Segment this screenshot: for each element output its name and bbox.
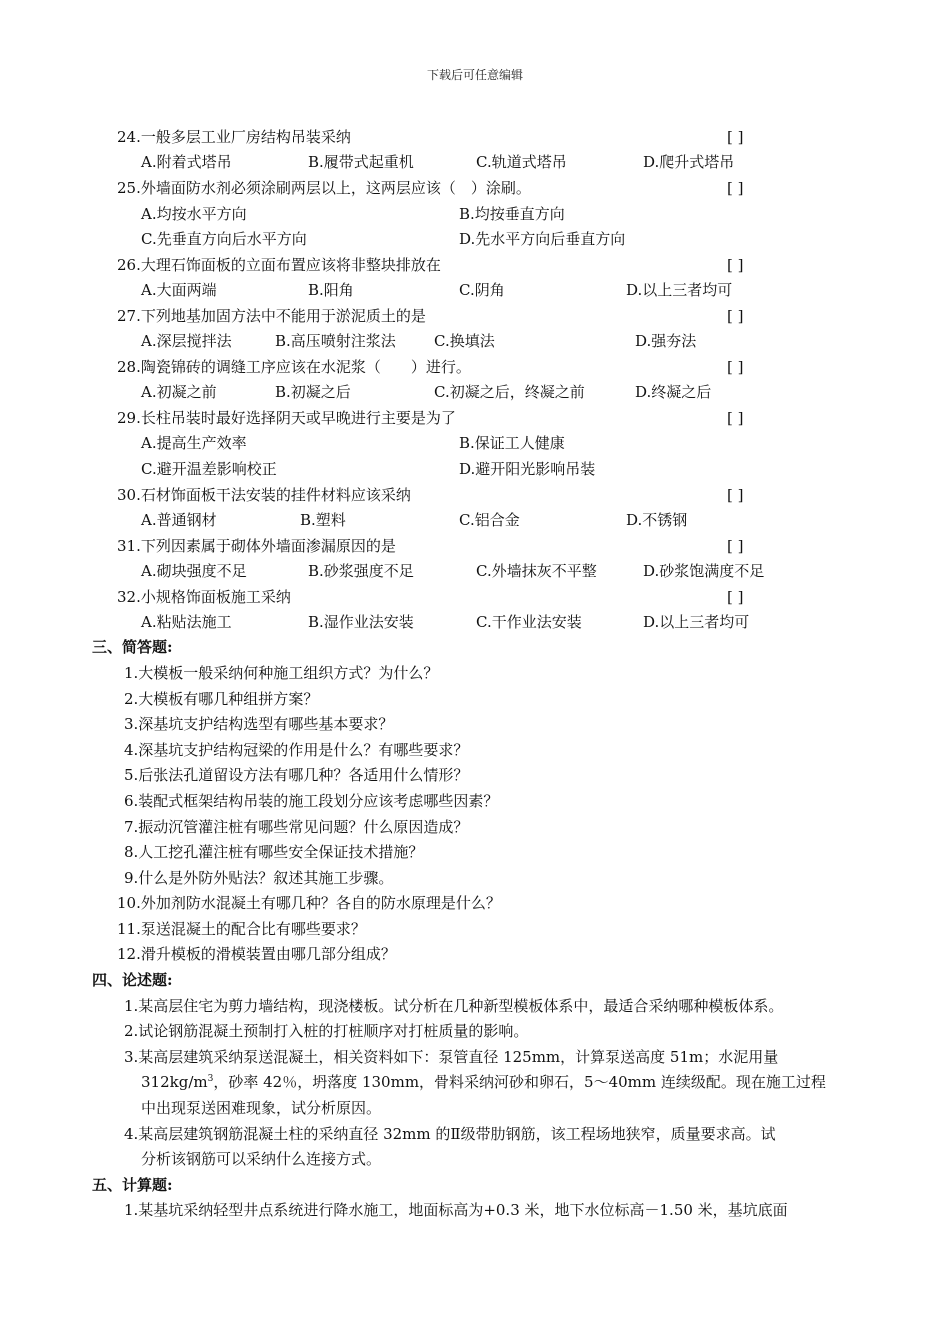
list-item-continuation: 分析该钢筋可以采纳什么连接方式。 [141, 1150, 382, 1168]
option: D.爬升式塔吊 [643, 153, 735, 171]
question-32: 32.小规格饰面板施工采纳 [117, 588, 291, 606]
answer-bracket: [ ] [727, 409, 744, 427]
question-25: 25.外墙面防水剂必须涂刷两层以上，这两层应该（ ）涂刷。 [117, 179, 531, 197]
option: D.终凝之后 [635, 383, 712, 401]
option: C.初凝之后，终凝之前 [434, 383, 585, 401]
list-item: 2.试论钢筋混凝土预制打入桩的打桩顺序对打桩质量的影响。 [124, 1022, 529, 1040]
option: C.轨道式塔吊 [476, 153, 567, 171]
question-29: 29.长柱吊装时最好选择阴天或早晚进行主要是为了 [117, 409, 456, 427]
option: B.初凝之后 [275, 383, 351, 401]
option: A.附着式塔吊 [141, 153, 232, 171]
option: D.避开阳光影响吊装 [459, 460, 596, 478]
option: A.深层搅拌法 [141, 332, 232, 350]
option: D.以上三者均可 [626, 281, 733, 299]
list-item: 9.什么是外防外贴法？叙述其施工步骤。 [124, 869, 394, 887]
option: A.提高生产效率 [141, 434, 247, 452]
option: D.先水平方向后垂直方向 [459, 230, 626, 248]
list-item-continuation: 中出现泵送困难现象，试分析原因。 [141, 1099, 382, 1117]
question-30: 30.石材饰面板干法安装的挂件材料应该采纳 [117, 486, 411, 504]
list-item: 7.振动沉管灌注桩有哪些常见问题？什么原因造成？ [124, 818, 469, 836]
option: C.先垂直方向后水平方向 [141, 230, 307, 248]
list-item: 3.某高层建筑采纳泵送混凝土，相关资料如下：泵管直径 125mm，计算泵送高度 51m；水泥用量 [124, 1048, 779, 1066]
list-item: 5.后张法孔道留设方法有哪几种？各适用什么情形？ [124, 766, 469, 784]
option: D.砂浆饱满度不足 [643, 562, 765, 580]
answer-bracket: [ ] [727, 256, 744, 274]
question-28: 28.陶瓷锦砖的调缝工序应该在水泥浆（ ）进行。 [117, 358, 471, 376]
section-title-short-answer: 三、简答题: [92, 638, 173, 656]
question-26: 26.大理石饰面板的立面布置应该将非整块排放在 [117, 256, 441, 274]
answer-bracket: [ ] [727, 358, 744, 376]
question-27: 27.下列地基加固方法中不能用于淤泥质土的是 [117, 307, 426, 325]
answer-bracket: [ ] [727, 588, 744, 606]
list-item: 4.深基坑支护结构冠梁的作用是什么？有哪些要求？ [124, 741, 469, 759]
answer-bracket: [ ] [727, 486, 744, 504]
option: C.避开温差影响校正 [141, 460, 277, 478]
option: B.砂浆强度不足 [308, 562, 414, 580]
list-item: 8.人工挖孔灌注桩有哪些安全保证技术措施？ [124, 843, 424, 861]
section-title-essay: 四、论述题: [92, 971, 173, 989]
option: C.铝合金 [459, 511, 520, 529]
option: C.干作业法安装 [476, 613, 582, 631]
list-item: 6.装配式框架结构吊装的施工段划分应该考虑哪些因素？ [124, 792, 499, 810]
question-24: 24.一般多层工业厂房结构吊装采纳 [117, 128, 351, 146]
option: B.塑料 [300, 511, 346, 529]
list-item: 4.某高层建筑钢筋混凝土柱的采纳直径 32mm 的Ⅱ级带肋钢筋，该工程场地狭窄，质量要求高。试 [124, 1125, 776, 1143]
question-31: 31.下列因素属于砌体外墙面渗漏原因的是 [117, 537, 396, 555]
option: D.以上三者均可 [643, 613, 750, 631]
option: C.换填法 [434, 332, 495, 350]
list-item: 10.外加剂防水混凝土有哪几种？各自的防水原理是什么？ [117, 894, 501, 912]
list-item: 2.大模板有哪几种组拼方案？ [124, 690, 319, 708]
list-item: 3.深基坑支护结构选型有哪些基本要求？ [124, 715, 394, 733]
option: D.不锈钢 [626, 511, 688, 529]
option: A.均按水平方向 [141, 205, 247, 223]
option: C.外墙抹灰不平整 [476, 562, 597, 580]
list-item: 12.滑升模板的滑模装置由哪几部分组成？ [117, 945, 396, 963]
list-item: 1.大模板一般采纳何种施工组织方式？为什么？ [124, 664, 439, 682]
option: B.阳角 [308, 281, 354, 299]
option: A.砌块强度不足 [141, 562, 247, 580]
list-item-continuation: $312kg/m^3$，砂率 42％，坍落度 130mm，骨料采纳河砂和卵石，5～40mm 连续级配。现在施工过程 [141, 1073, 826, 1091]
section-title-calculation: 五、计算题: [92, 1176, 173, 1194]
list-item: 1.某高层住宅为剪力墙结构，现浇楼板。试分析在几种新型模板体系中，最适合采纳哪种模板体系。 [124, 997, 784, 1015]
option: A.大面两端 [141, 281, 217, 299]
option: B.高压喷射注浆法 [275, 332, 396, 350]
answer-bracket: [ ] [727, 179, 744, 197]
answer-bracket: [ ] [727, 307, 744, 325]
answer-bracket: [ ] [727, 128, 744, 146]
option: B.履带式起重机 [308, 153, 414, 171]
option: B.保证工人健康 [459, 434, 565, 452]
list-item: 11.泵送混凝土的配合比有哪些要求？ [117, 920, 366, 938]
page-header: 下载后可任意编辑 [426, 68, 523, 82]
option: C.阴角 [459, 281, 505, 299]
option: A.普通钢材 [141, 511, 217, 529]
option: A.粘贴法施工 [141, 613, 232, 631]
option: D.强夯法 [635, 332, 697, 350]
option: B.湿作业法安装 [308, 613, 414, 631]
option: A.初凝之前 [141, 383, 217, 401]
list-item: 1.某基坑采纳轻型井点系统进行降水施工，地面标高为+0.3 米，地下水位标高－1.50 米，基坑底面 [124, 1201, 788, 1219]
option: B.均按垂直方向 [459, 205, 565, 223]
answer-bracket: [ ] [727, 537, 744, 555]
